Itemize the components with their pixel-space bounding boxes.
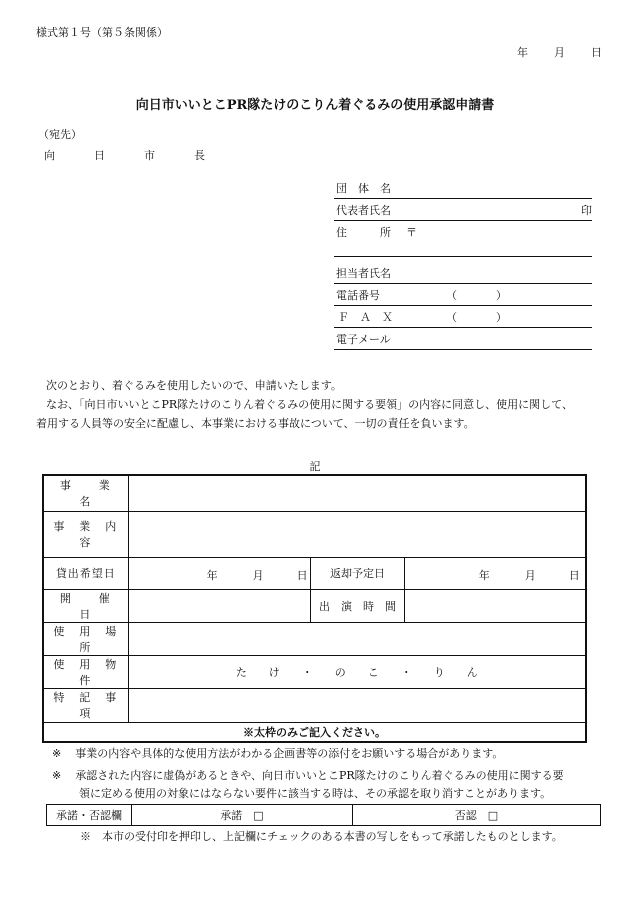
approval-label: 承諾・否認欄 [47,805,132,826]
addressee-name: 向 日 市 長 [44,149,219,162]
note-1-text: 事業の内容や具体的な使用方法がわかる企画書等の添付をお願いする場合があります。 [75,747,504,760]
fax-paren-open: （ [446,311,457,324]
form-number: 様式第１号（第５条関係） [36,26,168,39]
loan-year: 年 [206,568,218,582]
address-label: 住 所 [336,226,391,239]
return-day: 日 [568,568,580,582]
body-line-1: 次のとおり、着ぐるみを使用したいので、申請いたします。 [46,379,342,392]
fax-field[interactable] [334,309,592,328]
return-date-label: 返却予定日 [311,557,404,589]
project-content-label: 事 業 内 容 [43,511,128,557]
phone-field[interactable] [334,287,592,306]
item-label: 使 用 物 件 [43,655,128,688]
address-line-2[interactable] [334,242,592,257]
note-1-mark: ※ [52,747,62,760]
special-notes-input[interactable] [128,688,586,722]
thick-frame-note: ※太枠のみご記入ください。 [43,722,586,742]
notes-block [52,745,602,803]
address-field[interactable] [334,224,592,242]
phone-paren-open: （ [446,289,457,302]
return-month: 月 [524,568,536,582]
approval-table [46,804,601,826]
date-day: 日 [591,46,602,59]
seal-mark: 印 [581,204,592,217]
group-name-label: 団 体 名 [336,182,391,195]
ki-heading: 記 [309,460,321,473]
date-month: 月 [554,46,565,59]
addressee-label: （宛先） [38,128,82,141]
fax-paren-close: ） [496,311,507,324]
note-1 [52,745,602,763]
location-input[interactable] [128,622,586,655]
return-year: 年 [478,568,490,582]
body-line-3: 着用する人員等の安全に配慮し、本事業における事故について、一切の責任を負います。 [36,417,475,430]
email-label: 電子メール [336,333,391,346]
representative-field[interactable] [334,202,592,221]
email-field[interactable] [334,331,592,350]
event-date-label: 開 催 日 [43,589,128,622]
phone-paren-close: ） [496,289,507,302]
note-2-text-b: 領に定める使用の対象にはならない要件に該当する時は、その承認を取り消すことがあります。 [79,787,552,800]
final-note: ※ 本市の受付印を押印し、上記欄にチェックのある本書の写しをもって承諾したものとします。 [80,830,563,843]
group-name-field[interactable] [334,180,592,199]
postal-mark: 〒 [406,226,417,239]
loan-date-label: 貸出希望日 [43,557,128,589]
loan-date-input[interactable] [128,557,311,589]
person-in-charge-field[interactable] [334,265,592,284]
special-notes-label: 特 記 事 項 [43,688,128,722]
loan-day: 日 [296,568,308,582]
appearance-time-input[interactable] [404,589,586,622]
appearance-time-label: 出 演 時 間 [311,589,404,622]
approve-checkbox[interactable]: 承諾 □ [132,805,353,826]
body-text [36,376,606,433]
document-title: 向日市いいとこPR隊たけのこりん着ぐるみの使用承認申請書 [135,98,495,113]
phone-label: 電話番号 [336,289,380,302]
item-value: た け ・ の こ ・ り ん [128,655,586,688]
note-2 [52,767,602,785]
location-label: 使 用 場 所 [43,622,128,655]
representative-label: 代表者氏名 [336,204,391,217]
application-date [517,44,602,60]
event-date-input[interactable] [128,589,311,622]
project-name-label: 事 業 名 [43,475,128,511]
note-2-mark: ※ [52,769,62,782]
date-year: 年 [517,46,528,59]
application-table [42,474,587,743]
person-in-charge-label: 担当者氏名 [336,267,391,280]
project-content-input[interactable] [128,511,586,557]
body-line-2: なお、「向日市いいとこPR隊たけのこりん着ぐるみの使用に関する要領」の内容に同意し、使用に関して、 [46,398,573,411]
loan-month: 月 [252,568,264,582]
return-date-input[interactable] [404,557,586,589]
note-2-text-a: 承認された内容に虚偽があるときや、向日市いいとこPR隊たけのこりん着ぐるみの使用に関する要 [75,769,564,782]
fax-label: Ｆ Ａ Ｘ [338,311,393,324]
project-name-input[interactable] [128,475,586,511]
reject-checkbox[interactable]: 否認 □ [353,805,601,826]
